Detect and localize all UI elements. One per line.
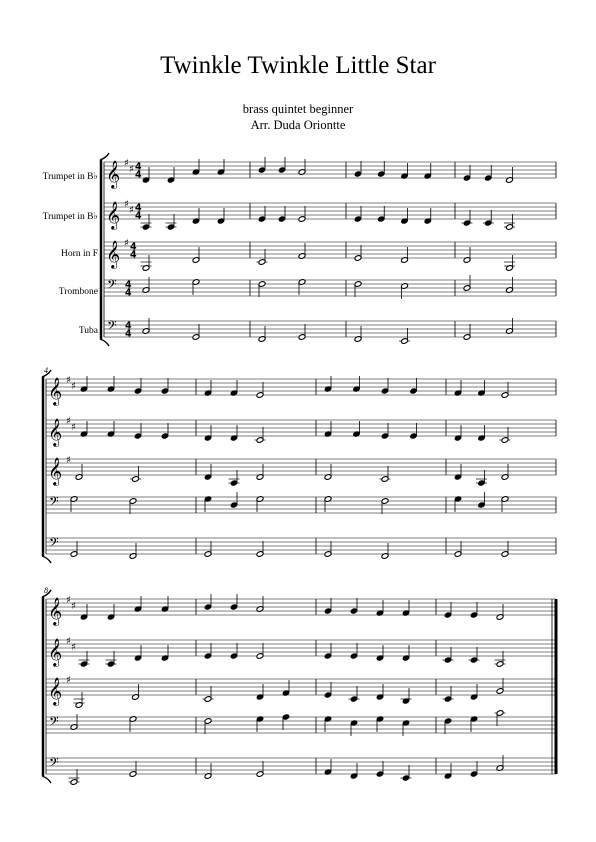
- treble-clef-icon: 𝄞: [106, 201, 121, 229]
- key-sharp-icon: ♯: [66, 455, 71, 466]
- time-signature-top: 4: [130, 241, 137, 253]
- score-subtitle: brass quintet beginner: [242, 102, 354, 116]
- key-sharp-icon: ♯: [129, 164, 134, 175]
- treble-clef-icon: 𝄞: [48, 418, 63, 446]
- bass-clef-icon: 𝄢: [49, 755, 59, 773]
- key-sharp-icon: ♯: [66, 375, 71, 386]
- bass-clef-icon: 𝄢: [107, 318, 117, 336]
- bracket-bottom-hook: [42, 776, 51, 783]
- key-sharp-icon: ♯: [66, 636, 71, 647]
- key-sharp-icon: ♯: [124, 158, 129, 169]
- time-signature-top: 4: [125, 320, 132, 332]
- score-title: Twinkle Twinkle Little Star: [160, 52, 436, 79]
- key-sharp-icon: ♯: [71, 601, 76, 612]
- bass-clef-icon: 𝄢: [49, 494, 59, 512]
- treble-clef-icon: 𝄞: [48, 677, 63, 705]
- bass-clef-icon: 𝄢: [49, 714, 59, 732]
- instrument-label-tuba: Tuba: [78, 326, 98, 336]
- score-arranger: Arr. Duda Oriontte: [250, 118, 346, 132]
- instrument-label-trumpet-2: Trumpet in B♭: [42, 212, 98, 222]
- instrument-label-horn: Horn in F: [61, 249, 98, 259]
- key-sharp-icon: ♯: [71, 381, 76, 392]
- time-signature-bottom: 4: [130, 249, 137, 261]
- treble-clef-icon: 𝄞: [48, 597, 63, 625]
- bracket-top-hook: [100, 153, 109, 160]
- key-sharp-icon: ♯: [124, 199, 129, 210]
- key-sharp-icon: ♯: [71, 422, 76, 433]
- time-signature-bottom: 4: [125, 287, 132, 299]
- time-signature-bottom: 4: [135, 169, 142, 181]
- instrument-label-trombone: Trombone: [58, 287, 98, 297]
- key-sharp-icon: ♯: [124, 238, 129, 249]
- treble-clef-icon: 𝄞: [106, 240, 121, 268]
- key-sharp-icon: ♯: [66, 675, 71, 686]
- time-signature-bottom: 4: [125, 328, 132, 340]
- treble-clef-icon: 𝄞: [48, 377, 63, 405]
- key-sharp-icon: ♯: [129, 205, 134, 216]
- time-signature-top: 4: [135, 161, 142, 173]
- bracket-bottom-hook: [42, 556, 51, 563]
- treble-clef-icon: 𝄞: [48, 638, 63, 666]
- time-signature-bottom: 4: [135, 210, 142, 222]
- time-signature-top: 4: [135, 202, 142, 214]
- time-signature-top: 4: [125, 279, 132, 291]
- bracket-bottom-hook: [100, 339, 109, 346]
- treble-clef-icon: 𝄞: [48, 457, 63, 485]
- measure-number: 4: [44, 366, 48, 375]
- key-sharp-icon: ♯: [71, 642, 76, 653]
- measure-number: 8: [44, 586, 48, 595]
- key-sharp-icon: ♯: [66, 416, 71, 427]
- treble-clef-icon: 𝄞: [106, 160, 121, 188]
- bass-clef-icon: 𝄢: [49, 535, 59, 553]
- instrument-label-trumpet-1: Trumpet in B♭: [42, 172, 98, 182]
- bass-clef-icon: 𝄢: [107, 277, 117, 295]
- key-sharp-icon: ♯: [66, 595, 71, 606]
